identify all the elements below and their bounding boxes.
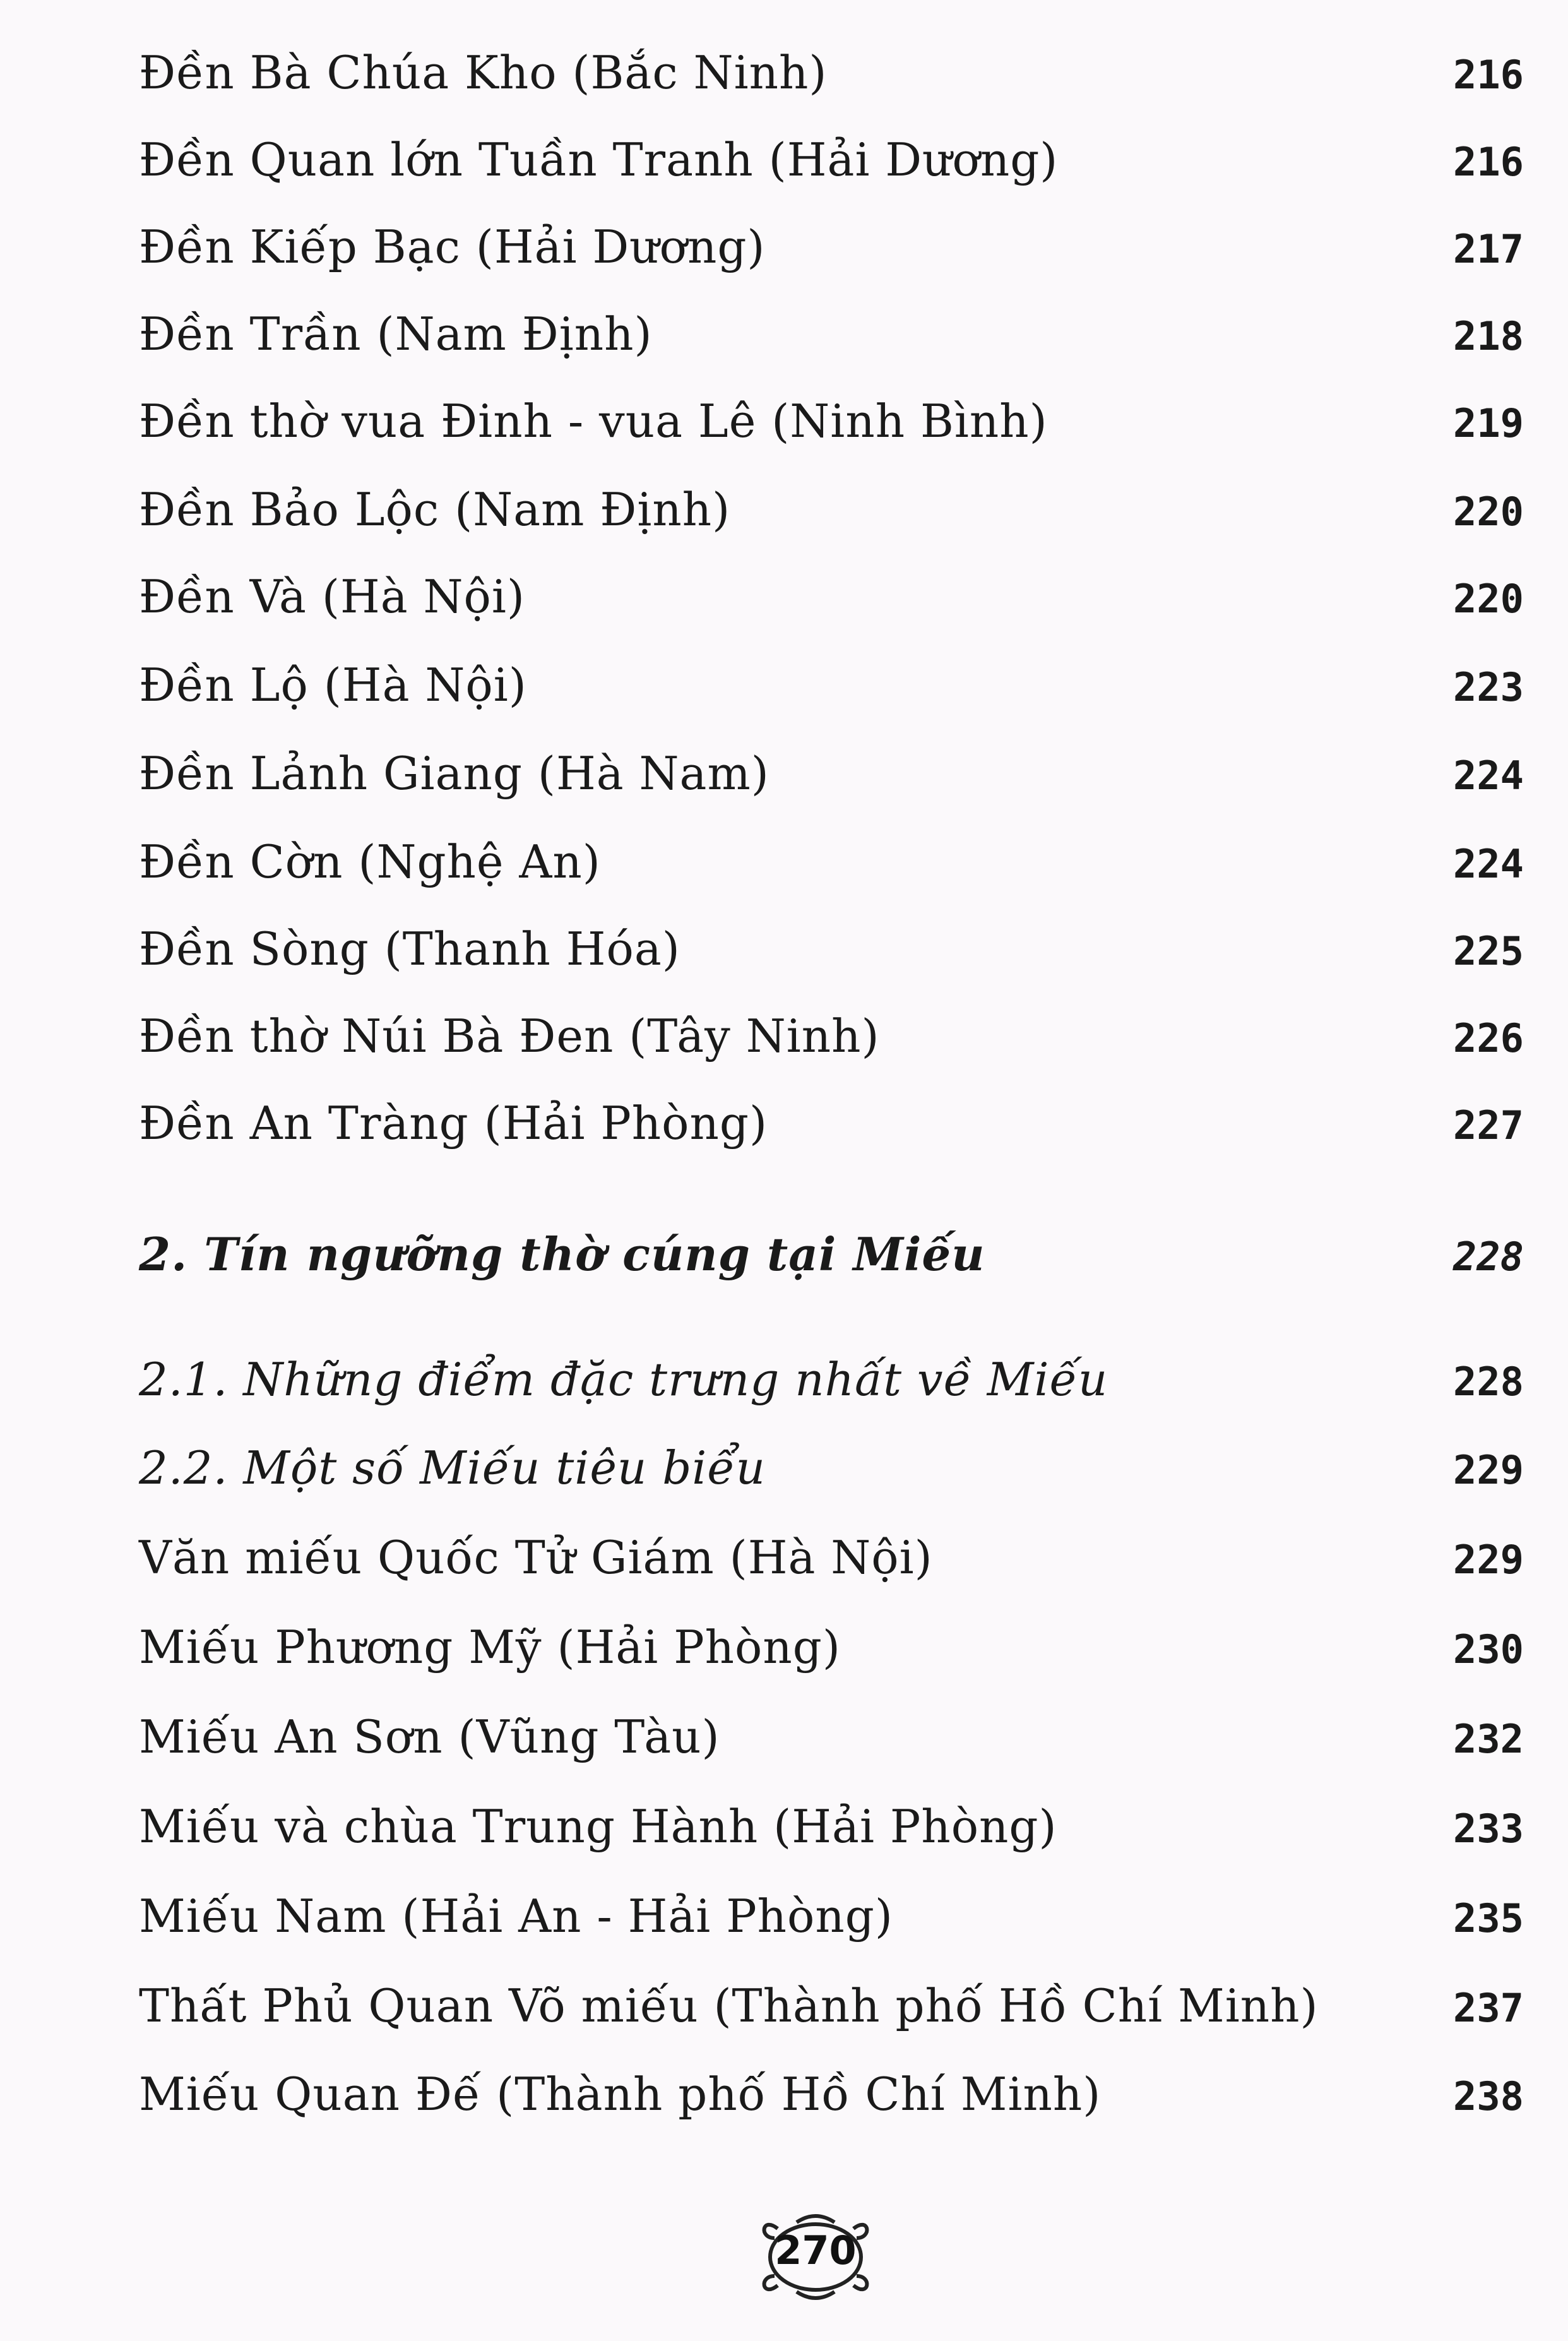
toc-subsection xyxy=(139,1345,1524,1414)
toc-entry-title: Miếu Phương Mỹ (Hải Phòng) xyxy=(139,1621,841,1674)
toc-section-heading xyxy=(139,1220,1524,1289)
toc-entry-title: Văn miếu Quốc Tử Giám (Hà Nội) xyxy=(139,1531,933,1584)
toc-entry-page: 218 xyxy=(1453,313,1524,359)
toc-subsection-page: 229 xyxy=(1453,1447,1524,1493)
toc-entry-title: Đền An Tràng (Hải Phòng) xyxy=(139,1097,768,1150)
toc-entry-title: Đền Lộ (Hà Nội) xyxy=(139,658,527,712)
toc-subsection xyxy=(139,1433,1524,1503)
toc-entry-title: Đền Lảnh Giang (Hà Nam) xyxy=(139,747,769,800)
toc-subsection-title: 2.2. Một số Miếu tiêu biểu xyxy=(139,1441,766,1494)
toc-entry xyxy=(139,1792,1524,1861)
toc-entry-page: 219 xyxy=(1453,400,1524,446)
toc-entry-title: Miếu An Sơn (Vũng Tàu) xyxy=(139,1710,720,1763)
page-number: 270 xyxy=(775,2227,857,2273)
toc-entry-page: 238 xyxy=(1453,2073,1524,2119)
toc-entry xyxy=(139,1881,1524,1951)
toc-entry-title: Đền thờ vua Đinh - vua Lê (Ninh Bình) xyxy=(139,395,1048,448)
toc-subsection-title: 2.1. Những điểm đặc trưng nhất về Miếu xyxy=(139,1353,1108,1406)
toc-entry xyxy=(139,212,1524,282)
toc-entry-title: Miếu và chùa Trung Hành (Hải Phòng) xyxy=(139,1800,1057,1853)
toc-entry xyxy=(139,38,1524,107)
toc-entry xyxy=(139,914,1524,984)
toc-entry-page: 217 xyxy=(1453,226,1524,272)
toc-entry xyxy=(139,2059,1524,2129)
toc-section-page: 228 xyxy=(1453,1234,1524,1280)
toc-entry xyxy=(139,827,1524,896)
toc-entry-page: 216 xyxy=(1453,139,1524,185)
toc-entry-page: 220 xyxy=(1453,576,1524,622)
toc-entry-page: 235 xyxy=(1453,1895,1524,1941)
toc-entry-page: 224 xyxy=(1453,841,1524,887)
toc-entry xyxy=(139,1001,1524,1071)
toc-entry-page: 229 xyxy=(1453,1537,1524,1583)
toc-entry-page: 220 xyxy=(1453,489,1524,535)
toc-entry-title: Đền thờ Núi Bà Đen (Tây Ninh) xyxy=(139,1010,880,1063)
toc-entry-page: 227 xyxy=(1453,1102,1524,1148)
toc-entry-page: 230 xyxy=(1453,1626,1524,1672)
toc-entry xyxy=(139,1971,1524,2040)
toc-entry xyxy=(139,475,1524,544)
toc-entry-title: Đền Bà Chúa Kho (Bắc Ninh) xyxy=(139,46,828,99)
toc-entry-page: 225 xyxy=(1453,928,1524,974)
toc-entry xyxy=(139,650,1524,720)
toc-entry xyxy=(139,562,1524,631)
toc-entry xyxy=(139,386,1524,456)
toc-entry-title: Đền Bảo Lộc (Nam Định) xyxy=(139,483,731,536)
toc-entry-page: 233 xyxy=(1453,1806,1524,1852)
toc-entry xyxy=(139,1702,1524,1772)
toc-subsection-page: 228 xyxy=(1453,1359,1524,1405)
toc-entry-title: Đền Quan lớn Tuần Tranh (Hải Dương) xyxy=(139,133,1059,186)
toc-entry-title: Đền Sòng (Thanh Hóa) xyxy=(139,922,680,975)
page-number-ornament xyxy=(752,2203,879,2311)
toc-entry xyxy=(139,299,1524,369)
toc-entry-title: Miếu Nam (Hải An - Hải Phòng) xyxy=(139,1890,893,1943)
toc-entry-title: Đền Kiếp Bạc (Hải Dương) xyxy=(139,220,766,273)
toc-entry-title: Thất Phủ Quan Võ miếu (Thành phố Hồ Chí Minh) xyxy=(139,1979,1319,2032)
toc-entry-title: Miếu Quan Đế (Thành phố Hồ Chí Minh) xyxy=(139,2068,1102,2121)
toc-entry-page: 224 xyxy=(1453,753,1524,799)
toc-entry-title: Đền Cờn (Nghệ An) xyxy=(139,835,601,888)
toc-entry-title: Đền Trần (Nam Định) xyxy=(139,307,653,360)
toc-entry-page: 216 xyxy=(1453,52,1524,98)
toc-section-title: 2. Tín ngưỡng thờ cúng tại Miếu xyxy=(139,1227,985,1281)
toc-entry xyxy=(139,739,1524,808)
toc-entry-page: 223 xyxy=(1453,664,1524,710)
toc-entry-page: 232 xyxy=(1453,1716,1524,1762)
toc-entry xyxy=(139,1523,1524,1592)
toc-entry-page: 237 xyxy=(1453,1985,1524,2031)
toc-entry-title: Đền Và (Hà Nội) xyxy=(139,570,526,623)
toc-entry xyxy=(139,1612,1524,1682)
toc-entry xyxy=(139,125,1524,194)
toc-entry-page: 226 xyxy=(1453,1015,1524,1061)
toc-entry xyxy=(139,1088,1524,1158)
